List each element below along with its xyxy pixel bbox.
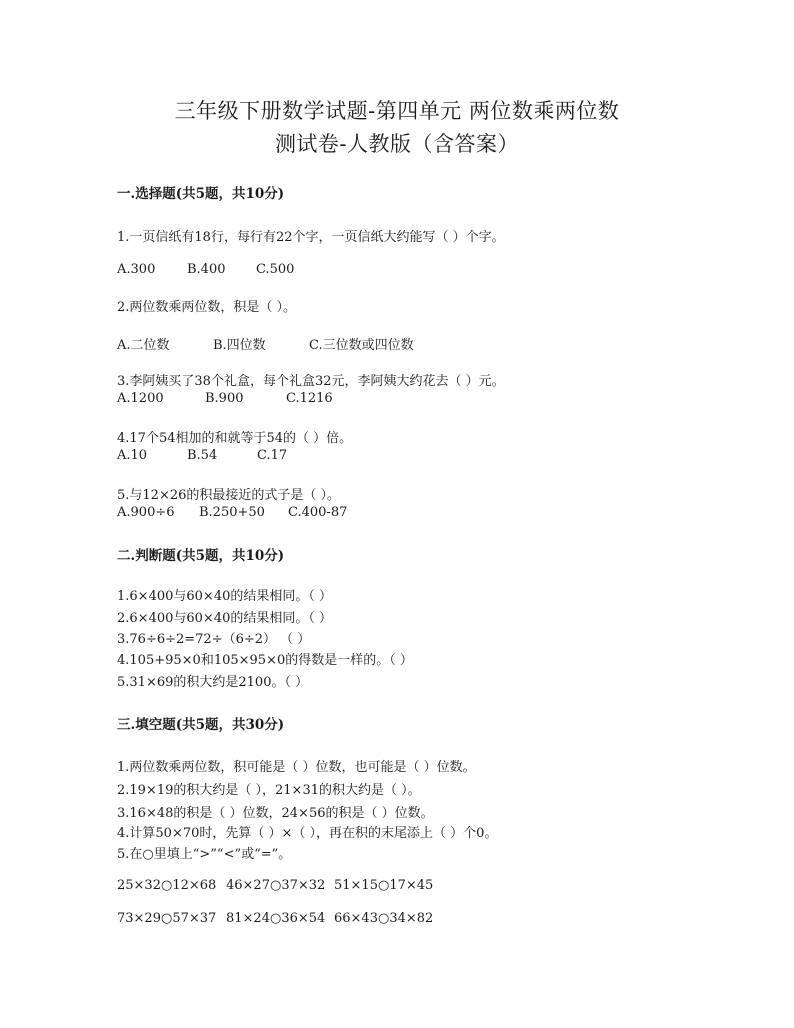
comparison-row-2 bbox=[117, 911, 433, 926]
fill-blank-item: 1.两位数乘两位数，积可能是（ ）位数，也可能是（ ）位数。 bbox=[117, 760, 476, 775]
comparison-row-1 bbox=[117, 878, 433, 893]
option-a: A.900÷6 bbox=[117, 505, 175, 520]
option-a: A.1200 bbox=[117, 391, 164, 406]
fill-blank-item: 5.在○里填上“>”“<”或“=”。 bbox=[117, 847, 292, 862]
comparison-expression: 25×32○12×68 bbox=[117, 878, 217, 893]
comparison-expression: 81×24○36×54 bbox=[226, 911, 326, 926]
question-5-options bbox=[117, 505, 347, 520]
comparison-expression: 66×43○34×82 bbox=[334, 911, 434, 926]
judgement-item: 2.6×400与60×40的结果相同。（ ） bbox=[117, 611, 332, 626]
option-b: B.400 bbox=[187, 262, 226, 277]
question-1-options bbox=[117, 262, 294, 277]
fill-blank-item: 3.16×48的积是（ ）位数，24×56的积是（ ）位数。 bbox=[117, 806, 434, 821]
question-3-options bbox=[117, 391, 333, 406]
option-b: B.四位数 bbox=[213, 338, 266, 353]
question-4-text: 4.17个54相加的和就等于54的（ ）倍。 bbox=[117, 431, 353, 446]
option-b: B.54 bbox=[187, 448, 218, 463]
option-c: C.三位数或四位数 bbox=[309, 338, 414, 353]
fill-blank-item: 4.计算50×70时，先算（ ）×（ ），再在积的末尾添上（ ）个0。 bbox=[117, 826, 498, 841]
question-2-text: 2.两位数乘两位数，积是（ ）。 bbox=[117, 300, 297, 315]
judgement-item: 5.31×69的积大约是2100。（ ） bbox=[117, 675, 309, 690]
option-c: C.400-87 bbox=[288, 505, 348, 520]
section2-heading: 二.判断题(共5题，共10分) bbox=[117, 548, 285, 564]
document-title-line1: 三年级下册数学试题-第四单元 两位数乘两位数 bbox=[174, 99, 620, 123]
document-title-line2: 测试卷-人教版（含答案） bbox=[274, 132, 520, 156]
comparison-expression: 73×29○57×37 bbox=[117, 911, 217, 926]
option-c: C.500 bbox=[256, 262, 295, 277]
option-b: B.250+50 bbox=[199, 505, 265, 520]
judgement-item: 1.6×400与60×40的结果相同。（ ） bbox=[117, 589, 332, 604]
fill-blank-item: 2.19×19的积大约是（ ），21×31的积大约是（ ）。 bbox=[117, 783, 421, 798]
question-4-options bbox=[117, 448, 287, 463]
judgement-item: 4.105+95×0和105×95×0的得数是一样的。（ ） bbox=[117, 653, 413, 668]
question-1-text: 1.一页信纸有18行，每行有22个字，一页信纸大约能写（ ）个字。 bbox=[117, 230, 505, 245]
question-3-text: 3.李阿姨买了38个礼盒，每个礼盒32元，李阿姨大约花去（ ）元。 bbox=[117, 374, 505, 389]
option-c: C.1216 bbox=[286, 391, 333, 406]
section3-heading: 三.填空题(共5题，共30分) bbox=[117, 717, 285, 733]
comparison-expression: 46×27○37×32 bbox=[226, 878, 326, 893]
option-b: B.900 bbox=[205, 391, 244, 406]
option-c: C.17 bbox=[257, 448, 288, 463]
section1-heading: 一.选择题(共5题，共10分) bbox=[117, 186, 285, 202]
question-2-options bbox=[117, 334, 414, 353]
comparison-expression: 51×15○17×45 bbox=[334, 878, 434, 893]
question-5-text: 5.与12×26的积最接近的式子是（ ）。 bbox=[117, 488, 341, 503]
option-a: A.10 bbox=[117, 448, 148, 463]
option-a: A.300 bbox=[117, 262, 156, 277]
judgement-item: 3.76÷6÷2=72÷（6÷2） （ ） bbox=[117, 632, 311, 647]
option-a: A.二位数 bbox=[117, 338, 170, 353]
